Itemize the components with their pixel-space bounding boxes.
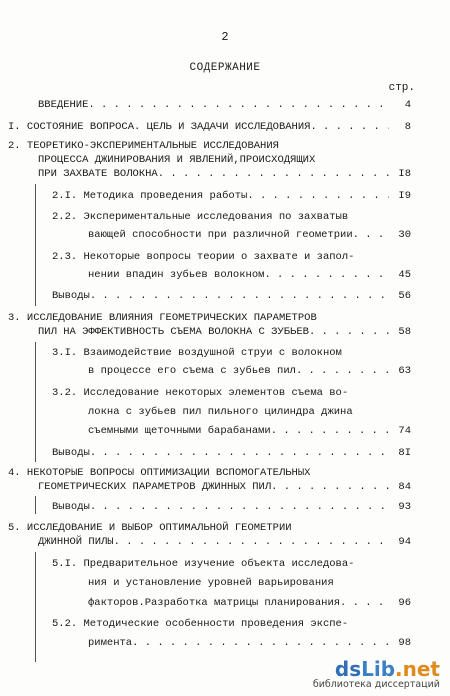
toc-entry-page: 45 bbox=[398, 269, 411, 281]
toc-entry-text: факторов.Разработка матрицы планирования bbox=[88, 597, 341, 609]
toc-entry-chapter-5 bbox=[38, 535, 411, 549]
toc-entry-text: съемными щеточными барабанами bbox=[88, 425, 271, 437]
toc-entry-chapter-4-line1: 4. НЕКОТОРЫЕ ВОПРОСЫ ОПТИМИЗАЦИИ ВСПОМОГАТЕЛЬНЫХ bbox=[8, 467, 311, 479]
toc-entry-page: 63 bbox=[398, 365, 411, 377]
toc-title: СОДЕРЖАНИЕ bbox=[189, 62, 261, 74]
toc-entry-5-2 bbox=[88, 636, 411, 650]
toc-entry-5-1-line2: ния и установление уровней варьирования bbox=[88, 577, 334, 589]
toc-entry-page: 96 bbox=[398, 597, 411, 609]
section-bracket-5 bbox=[35, 552, 36, 662]
toc-entry-text: ПРИ ЗАХВАТЕ ВОЛОКНА bbox=[38, 168, 158, 180]
toc-entry-page: 56 bbox=[398, 290, 411, 302]
toc-entry-5-1 bbox=[88, 596, 411, 610]
toc-entry-conclusions-3 bbox=[52, 446, 411, 460]
toc-entry-page: 84 bbox=[398, 481, 411, 493]
toc-entry-page: I9 bbox=[398, 190, 411, 202]
toc-entry-text: Выводы bbox=[52, 501, 90, 513]
toc-entry-text: римента bbox=[88, 637, 133, 649]
toc-entry-chapter-3 bbox=[38, 325, 411, 339]
toc-entry-page: 74 bbox=[398, 425, 411, 437]
toc-entry-text: в процессе его съема с зубьев пил bbox=[88, 365, 296, 377]
toc-entry-page: 94 bbox=[398, 536, 411, 548]
toc-entry-chapter-1 bbox=[8, 120, 411, 134]
toc-entry-page: 58 bbox=[398, 326, 411, 338]
toc-entry-2-1 bbox=[52, 189, 411, 203]
page-column-label: стр. bbox=[388, 82, 415, 94]
page-number: 2 bbox=[221, 30, 229, 44]
toc-entry-page: 30 bbox=[398, 229, 411, 241]
toc-entry-chapter-2 bbox=[38, 167, 411, 181]
toc-entry-3-2-line1: 3.2. Исследование некоторых элементов съема во- bbox=[52, 387, 349, 399]
toc-entry-text: 2.I. Методика проведения работы bbox=[52, 190, 248, 202]
toc-entry-page: 93 bbox=[398, 501, 411, 513]
toc-entry-intro bbox=[38, 98, 411, 112]
toc-entry-text: нении впадин зубьев волокном bbox=[88, 269, 265, 281]
toc-entry-chapter-4 bbox=[38, 480, 411, 494]
toc-entry-text: ГЕОМЕТРИЧЕСКИХ ПАРАМЕТРОВ ДЖИННЫХ ПИЛ bbox=[38, 481, 272, 493]
toc-entry-chapter-3-line1: 3. ИССЛЕДОВАНИЕ ВЛИЯНИЯ ГЕОМЕТРИЧЕСКИХ ПАРАМЕТРОВ bbox=[8, 312, 317, 324]
section-bracket-2 bbox=[35, 184, 36, 306]
toc-entry-2-2-line1: 2.2. Экспериментальные исследования по захватыв bbox=[52, 211, 349, 223]
toc-entry-page: 4 bbox=[404, 99, 411, 111]
toc-entry-conclusions-2 bbox=[52, 289, 411, 303]
section-bracket-4 bbox=[35, 496, 36, 514]
toc-entry-chapter-2-line1: 2. ТЕОРЕТИКО-ЭКСПЕРИМЕНТАЛЬНЫЕ ИССЛЕДОВАНИЯ bbox=[8, 140, 279, 152]
toc-entry-text: вающей способности при различной геометрии bbox=[88, 229, 353, 241]
toc-entry-page: I8 bbox=[398, 168, 411, 180]
toc-entry-2-3-line1: 2.3. Некоторые вопросы теории о захвате и запол- bbox=[52, 251, 355, 263]
toc-entry-5-2-line1: 5.2. Методические особенности проведения экспе- bbox=[52, 618, 349, 630]
toc-entry-text: ПИЛ НА ЭФФЕКТИВНОСТЬ СЪЕМА ВОЛОКНА С ЗУБЬЕВ bbox=[38, 326, 309, 338]
toc-entry-text: Выводы bbox=[52, 290, 90, 302]
toc-entry-3-1-line1: 3.I. Взаимодействие воздушной струи с волокном bbox=[52, 347, 342, 359]
toc-entry-2-3 bbox=[88, 268, 411, 282]
toc-entry-chapter-2-line2: ПРОЦЕССА ДЖИНИРОВАНИЯ И ЯВЛЕНИЙ,ПРОИСХОДЯЩИХ bbox=[38, 154, 316, 166]
toc-entry-page: 98 bbox=[398, 637, 411, 649]
toc-entry-3-2 bbox=[88, 424, 411, 438]
toc-entry-text: ДЖИННОЙ ПИЛЫ bbox=[38, 536, 114, 548]
toc-entry-3-1 bbox=[88, 364, 411, 378]
dslib-logo-subtitle: библиотека диссертаций bbox=[312, 679, 440, 690]
toc-entry-text: Выводы bbox=[52, 447, 90, 459]
toc-entry-5-1-line1: 5.I. Предварительное изучение объекта исследова- bbox=[52, 558, 355, 570]
dslib-watermark-logo bbox=[313, 657, 440, 690]
dslib-logo-text: dsLib.net bbox=[334, 657, 440, 681]
toc-entry-page: 8 bbox=[404, 121, 411, 133]
toc-entry-text: I. СОСТОЯНИЕ ВОПРОСА. ЦЕЛЬ И ЗАДАЧИ ИССЛЕДОВАНИЯ bbox=[8, 121, 311, 133]
toc-entry-conclusions-4 bbox=[52, 500, 411, 514]
toc-entry-3-2-line2: локна с зубьев пил пильного цилиндра джина bbox=[88, 406, 353, 418]
toc-entry-2-2 bbox=[88, 228, 411, 242]
section-bracket-3 bbox=[35, 342, 36, 462]
toc-entry-text: ВВЕДЕНИЕ bbox=[38, 99, 89, 111]
toc-entry-chapter-5-line1: 5. ИССЛЕДОВАНИЕ И ВЫБОР ОПТИМАЛЬНОЙ ГЕОМЕТРИИ bbox=[8, 522, 292, 534]
toc-entry-page: 8I bbox=[398, 447, 411, 459]
